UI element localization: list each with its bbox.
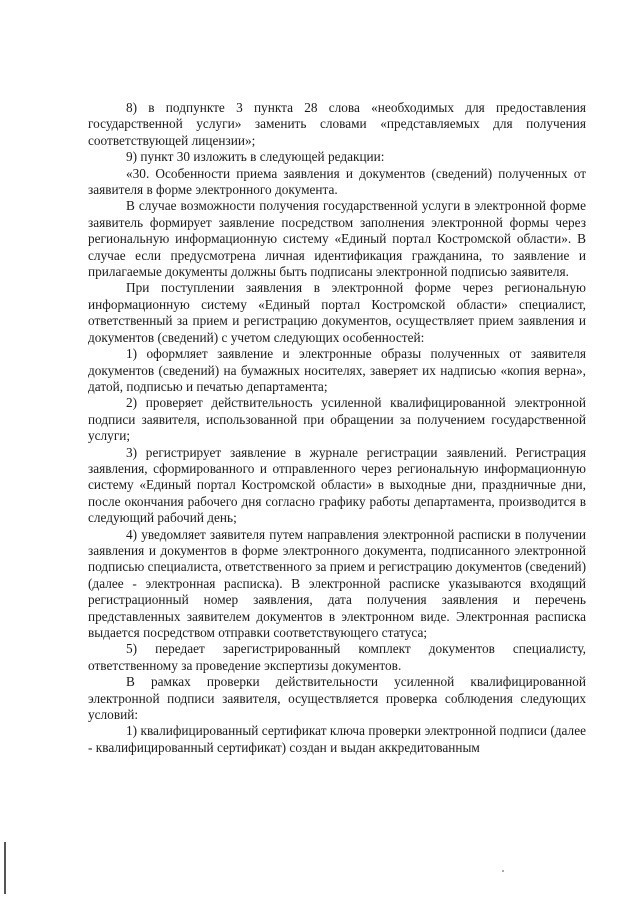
paragraph-step-3: 3) регистрирует заявление в журнале регистрации заявлений. Регистрация заявления, сформированного и отправленного через региональную информационную систему «Единый портал Костромской области» в выходные дни, праздничные дни, после окончания рабочего дня согласно графику работы департамента, производится в следующий рабочий день; xyxy=(88,444,586,526)
paragraph-receipt-intro: При поступлении заявления в электронной форме через региональную информационную систему «Единый портал Костромской области» специалист, ответственный за прием и регистрацию документов, осуществляет прием заявления и документов (сведений) с учетом следующих особенностей: xyxy=(88,280,586,345)
paragraph-verification-intro: В рамках проверки действительности усиленной квалифицированной электронной подписи заявителя, осуществляется проверка соблюдения следующих условий: xyxy=(88,674,586,723)
scan-edge-mark xyxy=(4,842,6,894)
document-body xyxy=(88,100,586,756)
paragraph-item-9: 9) пункт 30 изложить в следующей редакции: xyxy=(126,149,385,165)
paragraph-item-8: 8) в подпункте 3 пункта 28 слова «необходимых для предоставления государственной услуги» заменить словами «представляемых для получения соответствующей лицензии»; xyxy=(88,100,586,148)
paragraph-step-5: 5) передает зарегистрированный комплект документов специалисту, ответственному за проведение экспертизы документов. xyxy=(88,641,586,673)
paragraph-electronic-form: В случае возможности получения государственной услуги в электронной форме заявитель формирует заявление посредством заполнения электронной формы через региональную информационную систему «Единый портал Костромской области». В случае если предусмотрена личная идентификация гражданина, то заявление и прилагаемые документы должны быть подписаны электронной подписью заявителя. xyxy=(88,198,586,280)
paragraph-step-2: 2) проверяет действительность усиленной квалифицированной электронной подписи заявителя, использованной при обращении за получением государственной услуги; xyxy=(88,395,586,444)
scan-speck xyxy=(502,870,504,872)
paragraph-point-30-title: «30. Особенности приема заявления и документов (сведений) полученных от заявителя в форме электронного документа. xyxy=(88,165,586,198)
paragraph-condition-1: 1) квалифицированный сертификат ключа проверки электронной подписи (далее - квалифицированный сертификат) создан и выдан аккредитованным xyxy=(88,723,586,755)
paragraph-step-4: 4) уведомляет заявителя путем направления электронной расписки в получении заявления и документов в форме электронного документа, подписанного электронной подписью специалиста, ответственного за прием и регистрацию документов (сведений) (далее - электронная расписка). В электронной расписке указываются входящий регистрационный номер заявления, дата получения заявления и перечень представленных заявителем документов в электронном виде. Электронная расписка выдается посредством отправки соответствующего статуса; xyxy=(88,526,586,640)
paragraph-step-1: 1) оформляет заявление и электронные образы полученных от заявителя документов (сведений) на бумажных носителях, заверяет их надписью «копия верна», датой, подписью и печатью департамента; xyxy=(88,346,586,394)
